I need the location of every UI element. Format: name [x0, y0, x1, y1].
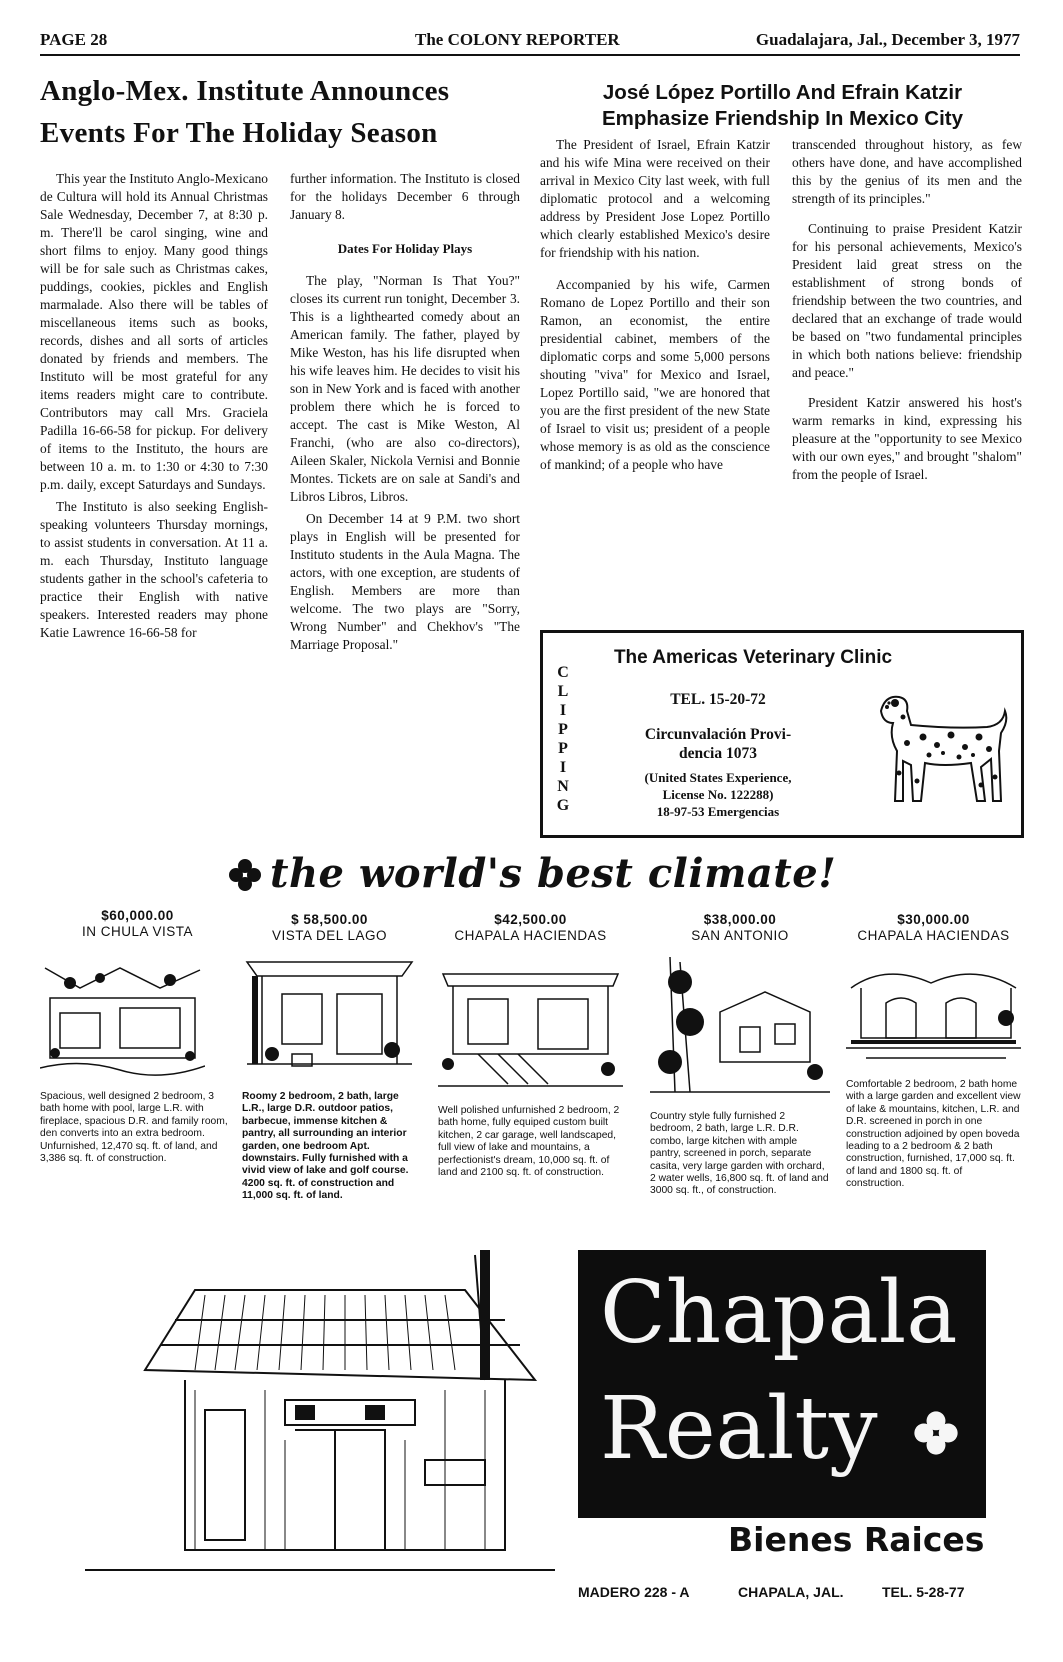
chapala-realty-logo	[578, 1250, 986, 1518]
vet-clinic-note: (United States Experience, License No. 122288) 18-97-53 Emergencias	[583, 769, 853, 820]
clipping-letter: I	[559, 759, 567, 776]
clipping-letter: L	[557, 683, 569, 700]
clipping-letter: C	[557, 664, 569, 681]
slogan-text: the world's best climate!	[270, 850, 837, 897]
clipping-letter: I	[559, 702, 567, 719]
vet-clinic-title: The Americas Veterinary Clinic	[613, 647, 893, 668]
article2-headline-line1: José López Portillo And Efrain Katzir	[602, 81, 963, 104]
tagline: Bienes Raices	[728, 1520, 985, 1559]
newspaper-name: The COLONY REPORTER	[415, 30, 620, 49]
vet-clinic-phone: TEL. 15-20-72	[670, 691, 766, 708]
realty-slogan	[228, 848, 848, 906]
house-location: SAN ANTONIO	[691, 928, 789, 943]
house-listing-1	[40, 908, 235, 1165]
house-price: $30,000.00	[897, 912, 970, 927]
house-description: Spacious, well designed 2 bedroom, 3 bath home with pool, large L.R. with fireplace, spacious D.R. and family room, den converts into an extra bedroom. Unfurnished, 12,470 sq. ft. of land, and 3,386 sq. ft. of construction.	[40, 1091, 228, 1165]
clover-icon	[913, 1410, 959, 1456]
house-listing-4	[650, 912, 830, 1198]
clipping-side-label	[553, 663, 573, 815]
page-number: PAGE 28	[40, 30, 108, 49]
article1-headline-line2: Events For The Holiday Season	[40, 117, 438, 149]
article2-headline	[540, 80, 1025, 132]
house-price: $ 58,500.00	[291, 912, 368, 927]
house-description: Comfortable 2 bedroom, 2 bath home with a large garden and excellent view of lake & mountains, kitchen, L.R. and D.R. screened in porch in one construction adjoined by open boveda leading to a 2 bedroom & 2 bath construction, furnished, 17,000 sq. ft. of land and 1800 sq. ft. of construction.	[846, 1079, 1021, 1190]
article1-headline	[40, 70, 520, 154]
article1-column2	[290, 170, 520, 654]
realty-city: CHAPALA, JAL.	[738, 1584, 844, 1600]
clipping-letter: G	[556, 797, 570, 814]
house-sketch	[40, 958, 205, 1080]
article2-paragraph: President Katzir answered his host's warm remarks in kind, expressing his pleasure at the "opportunity to see Mexico with our own eyes," and brought "shalom" from the people of Israel.	[792, 395, 1022, 482]
brand-line2: Realty	[600, 1379, 878, 1479]
house-price: $38,000.00	[703, 912, 777, 927]
clipping-letter: P	[558, 740, 568, 757]
house-sketch	[242, 954, 417, 1082]
realty-phone: TEL. 5-28-77	[882, 1584, 965, 1600]
article1-paragraph: On December 14 at 9 P.M. two short plays in English will be presented for Instituto students in the Aula Magna. The actors, with one exception, are students of English. Members are more than welcome. The two plays are "Sorry, Wrong Number" and Chekhov's "The Marriage Proposal."	[290, 511, 520, 652]
house-listing-2	[242, 912, 417, 1203]
brand-line1: Chapala	[600, 1263, 958, 1363]
article1-paragraph: The play, "Norman Is That You?" closes its current run tonight, December 3. This is a lighthearted comedy about an American family. The father, played by Mike Weston, has his life disrupted when his wife leaves him. He decides to visit his son in New York and is faced with another problem there which he is forced to accept. The cast is Mike Weston, Al Franchi, (who are also co-directors), Aileen Skaler, Nickola Vernisi and Bonnie Montes. Tickets are on sale at Sandi's and Libros Libros, Libros.	[290, 273, 520, 504]
clipping-letter: P	[558, 721, 568, 738]
article2-paragraph: The President of Israel, Efrain Katzir and his wife Mina were received on their arrival in Mexico City last week, with full diplomatic protocol and a welcoming address by President Jose Lopez Portillo which clearly established Mexico's desire for friendship with his nation.	[540, 137, 770, 260]
article2-paragraph: Continuing to praise President Katzir for his personal achievements, Mexico's President laid great stress on the establishment of strong bonds of friendship between the two countries, and declared that an exchange of trade would be based on "two fundamental principles in which both nations believe: friendship and peace."	[792, 221, 1022, 380]
article1-headline-line1: Anglo-Mex. Institute Announces	[40, 75, 450, 107]
clipping-letter: N	[557, 778, 569, 795]
article2-paragraph: Accompanied by his wife, Carmen Romano de Lopez Portillo and their son Ramon, an economist, the entire presidential cabinet, members of the diplomatic corps and some 5,000 persons shouting "viva" for Mexico and Israel, Lopez Portillo said, "we are honored that you are the first president of the new State of Israel to visit us; president of a people whose memory is as old as the conscience of mankind; of a people who have	[540, 277, 770, 472]
realty-address: MADERO 228 - A	[578, 1584, 690, 1600]
article1-subhead: Dates For Holiday Plays	[337, 241, 473, 256]
house-location: VISTA DEL LAGO	[271, 928, 388, 943]
clover-icon	[228, 858, 262, 892]
article1-paragraph: This year the Instituto Anglo-Mexicano de Cultura will hold its Annual Christmas Sale Wednesday, December 7, at 8:30 p. m. There'll be carol singing, wine and short films to enjoy. Many good things will be for sale such as Christmas cakes, puddings, cookies, pickles and English marmalade. Also there will be tables of miscellaneous items such as books, records, dishes and all sorts of articles donated by friends and members. The Instituto will be most grateful for any items readers might care to contribute. Contributors may call Mrs. Graciela Padilla 16-66-58 for pickup. For delivery of items to the Instituto, the hours are between 10 a. m. to 1:30 or 4:30 to 7:30 p.m. daily, except Saturdays and Sundays.	[40, 171, 268, 492]
article2-column1	[540, 136, 770, 474]
article2-headline-line2: Emphasize Friendship In Mexico City	[601, 107, 964, 130]
house-sketch	[650, 952, 830, 1102]
house-listing-5	[846, 912, 1021, 1191]
dalmatian-dog-icon	[863, 681, 1013, 821]
house-price: $60,000.00	[101, 908, 174, 923]
article1-paragraph: further information. The Instituto is closed for the holidays December 6 through January 8.	[290, 171, 520, 222]
vet-clinic-address: Circunvalación Provi- dencia 1073	[644, 726, 792, 762]
article1-column1	[40, 170, 268, 642]
article1-paragraph: The Instituto is also seeking English-speaking volunteers Thursday mornings, to assist students in conversation. At 11 a. m. each Thursday, Instituto language students gather in the school's cafeteria to practice their English with native speakers. Interested readers may phone Katie Lawrence 16-66-58 for	[40, 499, 268, 640]
dateline: Guadalajara, Jal., December 3, 1977	[755, 30, 1020, 49]
house-listing-3	[438, 912, 623, 1179]
masthead	[40, 28, 1020, 56]
article2-column2	[792, 136, 1022, 484]
house-price: $42,500.00	[494, 912, 567, 927]
article2-paragraph: transcended throughout history, as few others have done, and have accomplished this by the genius of its men and the strength of its principles."	[792, 137, 1022, 206]
house-location: IN CHULA VISTA	[81, 924, 194, 939]
house-location: CHAPALA HACIENDAS	[857, 928, 1010, 943]
house-description: Roomy 2 bedroom, 2 bath, large L.R., large D.R. outdoor patios, barbecue, immense kitchen & pantry, all surrounding an interior garden, one bedroom Apt. downstairs. Fully furnished with a vivid view of lake and golf course. 4200 sq. ft. of construction and 11,000 sq. ft. of land.	[242, 1091, 409, 1202]
house-sketch	[438, 954, 623, 1094]
vet-clinic-ad	[540, 630, 1024, 838]
adobe-house-sketch	[85, 1250, 555, 1580]
house-location: CHAPALA HACIENDAS	[454, 928, 607, 943]
house-description: Well polished unfurnished 2 bedroom, 2 bath home, fully equiped custom built kitchen, 2 car garage, well landscaped, full view of lake and mountains, a perfectionist's dream, 10,000 sq. ft. of land and 2100 sq. ft. of construction.	[438, 1105, 620, 1179]
house-description: Country style fully furnished 2 bedroom, 2 bath, large L.R. D.R. combo, large kitchen with ample pantry, screened in porch, separate casita, very large garden with orchard, 2 water wells, 16,800 sq. ft. of land and 3000 sq. ft., of construction.	[650, 1111, 829, 1197]
house-sketch	[846, 958, 1021, 1070]
vet-clinic-emergency: 18-97-53 Emergencias	[656, 804, 780, 819]
